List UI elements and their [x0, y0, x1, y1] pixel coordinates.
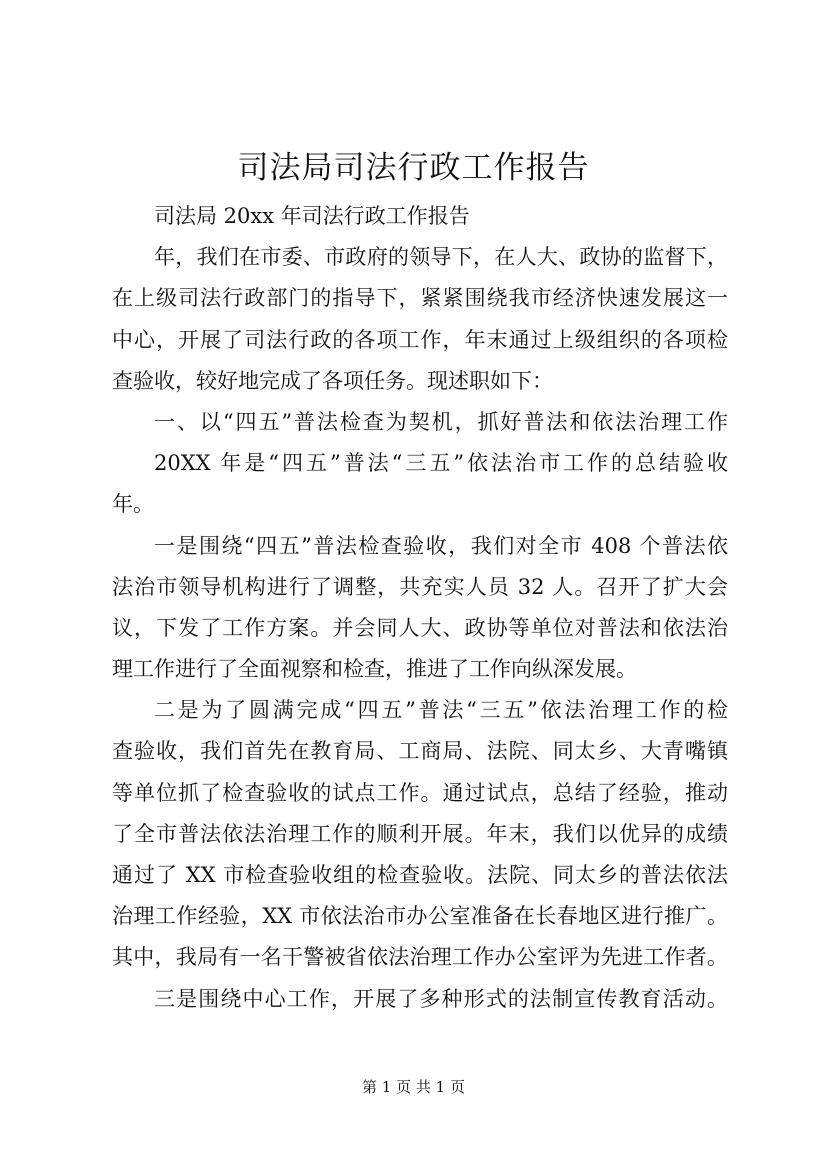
text-line: 二是为了圆满完成“四五”普法“三五”依法治理工作的检 — [154, 698, 728, 723]
text-line: 三是围绕中心工作，开展了多种形式的法制宣传教育活动。 — [154, 986, 728, 1011]
text-line: 其中，我局有一名干警被省依法治理工作办公室评为先进工作者。 — [112, 945, 728, 970]
text-line: 年，我们在市委、市政府的领导下，在人大、政协的监督下， — [154, 245, 728, 270]
text-line: 了全市普法依法治理工作的顺利开展。年末，我们以优异的成绩 — [112, 821, 728, 846]
text-line: 等单位抓了检查验收的试点工作。通过试点，总结了经验，推动 — [112, 780, 728, 805]
document-title: 司法局司法行政工作报告 — [237, 150, 590, 186]
text-line: 治理工作经验，XX 市依法治市办公室准备在长春地区进行推广。 — [112, 904, 728, 929]
text-line: 理工作进行了全面视察和检查，推进了工作向纵深发展。 — [112, 657, 637, 682]
text-line: 法治市领导机构进行了调整，共充实人员 32 人。召开了扩大会 — [112, 574, 728, 599]
text-line: 一是围绕“四五”普法检查验收，我们对全市 408 个普法依 — [154, 533, 728, 558]
text-line: 中心，开展了司法行政的各项工作，年末通过上级组织的各项检 — [112, 327, 728, 352]
text-line: 司法局 20xx 年司法行政工作报告 — [154, 204, 470, 228]
text-line: 议，下发了工作方案。并会同人大、政协等单位对普法和依法治 — [112, 615, 728, 640]
text-line: 年。 — [112, 492, 154, 517]
text-line: 通过了 XX 市检查验收组的检查验收。法院、同太乡的普法依法 — [112, 863, 728, 887]
text-line: 在上级司法行政部门的指导下，紧紧围绕我市经济快速发展这一 — [112, 286, 728, 311]
text-line: 查验收，我们首先在教育局、工商局、法院、同太乡、大青嘴镇 — [112, 739, 728, 764]
document-body — [112, 196, 728, 1020]
page-number: 第 1 页 共 1 页 — [362, 1078, 465, 1096]
page-footer — [0, 1076, 827, 1098]
text-line: 一、以“四五”普法检查为契机，抓好普法和依法治理工作 — [154, 409, 728, 434]
text-line: 查验收，较好地完成了各项任务。现述职如下： — [112, 368, 553, 393]
text-line: 20XX 年是“四五”普法“三五”依法治市工作的总结验收 — [154, 451, 728, 476]
